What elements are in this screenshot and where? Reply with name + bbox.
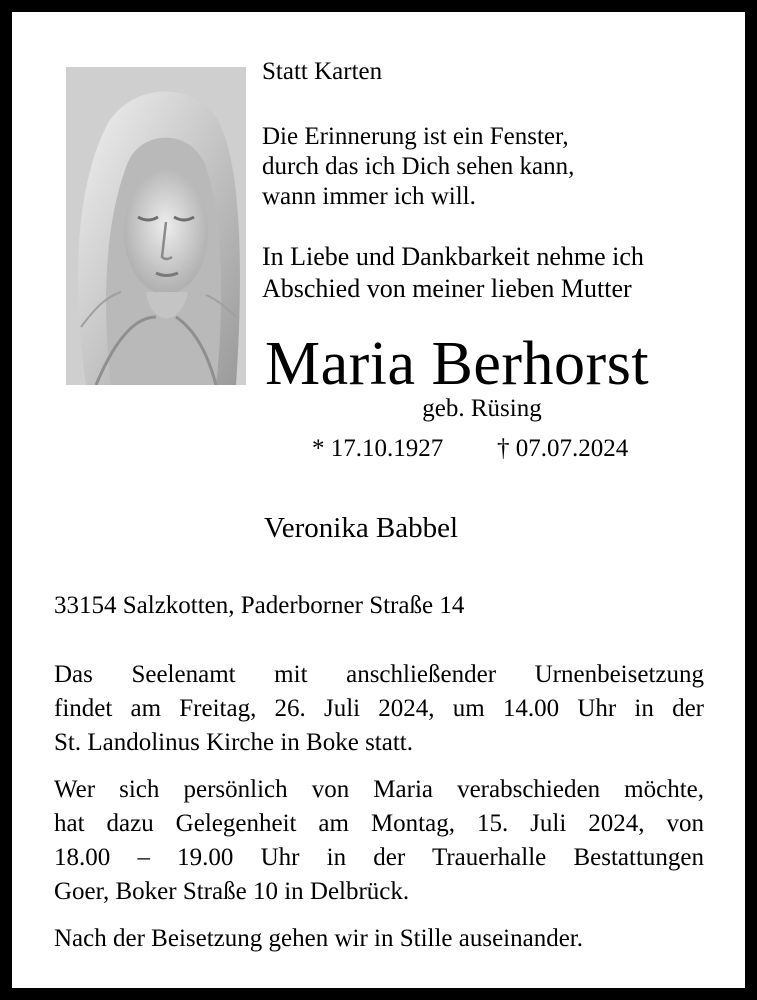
mass-paragraph — [54, 658, 704, 760]
address: 33154 Salzkotten, Paderborner Straße 14 — [54, 592, 465, 619]
paragraph-line: 18.00 – 19.00 Uhr in der Trauerhalle Bestattungen — [54, 844, 704, 871]
paragraph-line: Wer sich persönlich von Maria verabschieden möchte, — [54, 776, 704, 803]
poem-line: durch das ich Dich sehen kann, — [262, 153, 575, 180]
paragraph-line: St. Landolinus Kirche in Boke statt. — [54, 729, 413, 756]
statt-karten-label: Statt Karten — [262, 58, 383, 85]
poem-line: wann immer ich will. — [262, 183, 476, 210]
death-date: † 07.07.2024 — [497, 435, 629, 462]
intro-line: Abschied von meiner lieben Mutter — [262, 274, 632, 303]
maiden-name: geb. Rüsing — [422, 395, 542, 422]
birth-date: * 17.10.1927 — [312, 435, 444, 462]
mourner-name: Veronika Babbel — [264, 512, 459, 544]
farewell-paragraph — [54, 773, 704, 909]
poem-line: Die Erinnerung ist ein Fenster, — [262, 123, 569, 150]
paragraph-line: hat dazu Gelegenheit am Montag, 15. Juli 2024, von — [54, 810, 704, 837]
paragraph-line: Goer, Boker Straße 10 in Delbrück. — [54, 878, 410, 905]
madonna-portrait-icon — [66, 67, 246, 385]
deceased-name: Maria Berhorst — [265, 330, 650, 398]
paragraph-line: findet am Freitag, 26. Juli 2024, um 14.00 Uhr in der — [54, 695, 704, 722]
intro-line: In Liebe und Dankbarkeit nehme ich — [262, 242, 644, 271]
paragraph-line: Das Seelenamt mit anschließender Urnenbeisetzung — [54, 661, 704, 688]
closing-line: Nach der Beisetzung gehen wir in Stille auseinander. — [54, 925, 584, 952]
